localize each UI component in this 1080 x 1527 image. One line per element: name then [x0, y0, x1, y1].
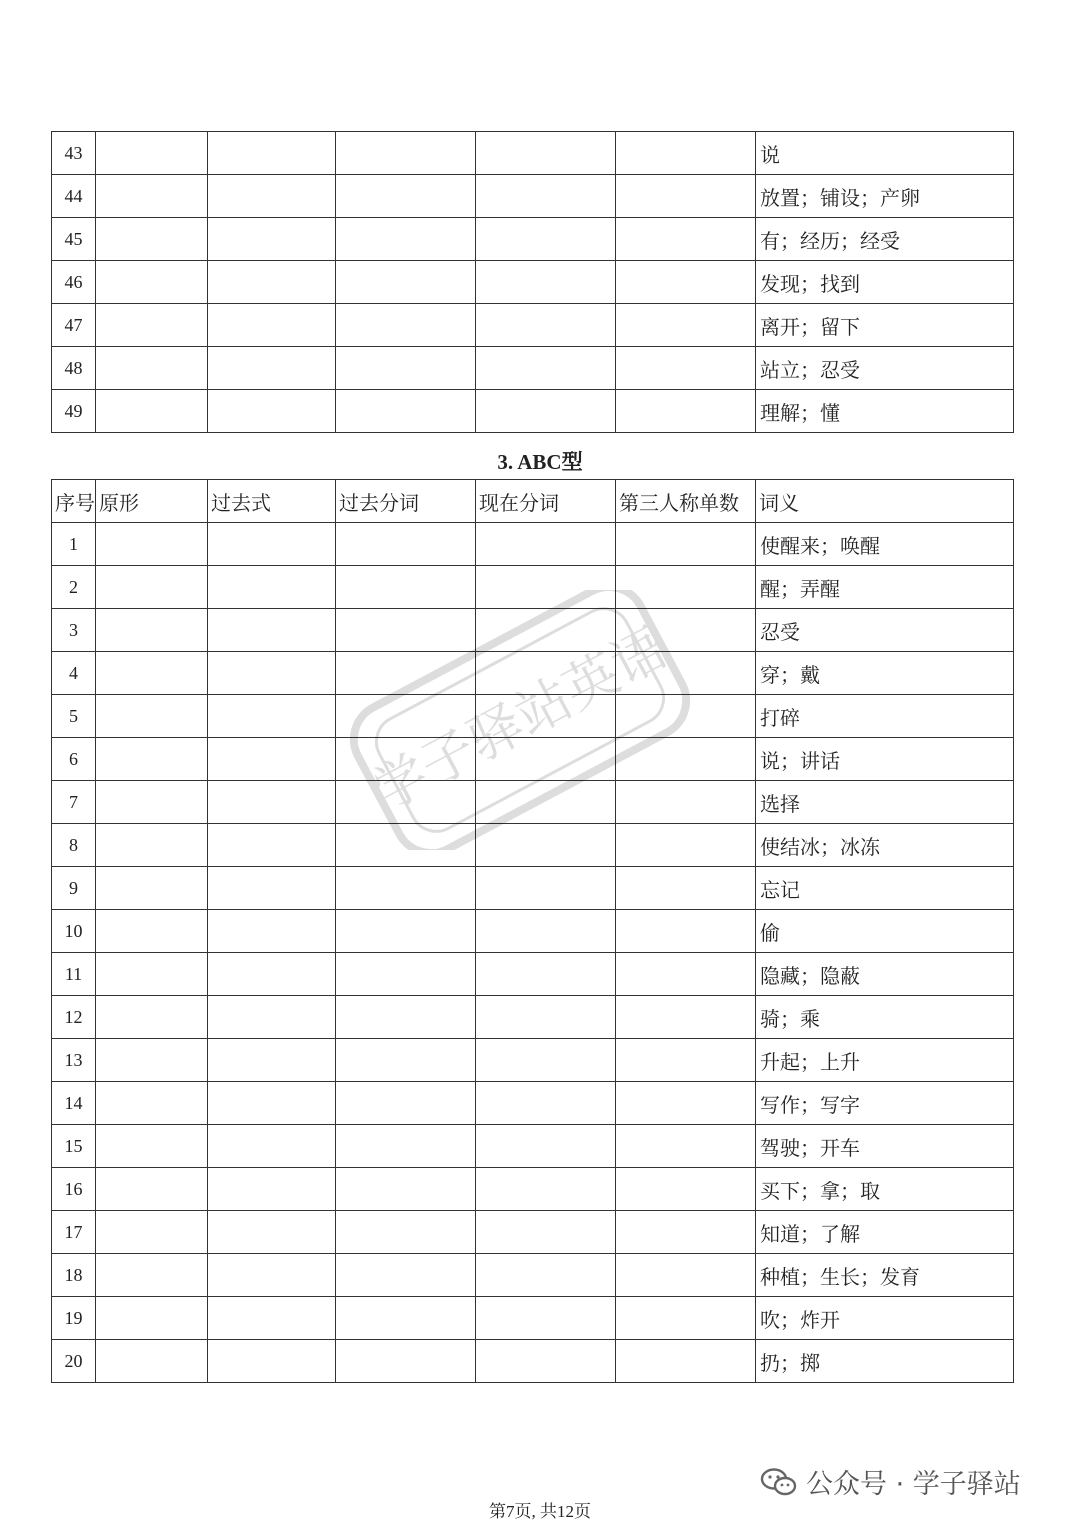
table-row: [52, 996, 1014, 1039]
meaning-cell: 离开；留下: [756, 304, 1014, 347]
past-tense-cell[interactable]: [208, 953, 336, 996]
past-tense-cell[interactable]: [208, 390, 336, 433]
third-person-cell[interactable]: [616, 867, 756, 910]
row-number: 18: [52, 1254, 96, 1297]
present-participle-cell[interactable]: [476, 781, 616, 824]
row-number: 9: [52, 867, 96, 910]
table-row: [52, 738, 1014, 781]
past-tense-cell[interactable]: [208, 695, 336, 738]
table-row: [52, 304, 1014, 347]
past-participle-cell[interactable]: [336, 1039, 476, 1082]
base-form-cell[interactable]: [96, 523, 208, 566]
base-form-cell[interactable]: [96, 390, 208, 433]
present-participle-cell[interactable]: [476, 1125, 616, 1168]
base-form-cell[interactable]: [96, 1211, 208, 1254]
past-tense-cell[interactable]: [208, 1168, 336, 1211]
present-participle-cell[interactable]: [476, 523, 616, 566]
past-tense-cell[interactable]: [208, 1340, 336, 1383]
base-form-cell[interactable]: [96, 261, 208, 304]
meaning-cell: 选择: [756, 781, 1014, 824]
past-tense-cell[interactable]: [208, 1211, 336, 1254]
third-person-cell[interactable]: [616, 132, 756, 175]
base-form-cell[interactable]: [96, 175, 208, 218]
table-row: [52, 1082, 1014, 1125]
table-row: [52, 695, 1014, 738]
meaning-cell: 吹；炸开: [756, 1297, 1014, 1340]
header-cell-base-form: 原形: [96, 480, 208, 523]
past-tense-cell[interactable]: [208, 824, 336, 867]
table-row: [52, 1039, 1014, 1082]
meaning-cell: 偷: [756, 910, 1014, 953]
meaning-cell: 骑；乘: [756, 996, 1014, 1039]
row-number: 46: [52, 261, 96, 304]
third-person-cell[interactable]: [616, 1297, 756, 1340]
present-participle-cell[interactable]: [476, 304, 616, 347]
past-participle-cell[interactable]: [336, 261, 476, 304]
past-tense-cell[interactable]: [208, 910, 336, 953]
meaning-cell: 使结冰；冰冻: [756, 824, 1014, 867]
row-number: 1: [52, 523, 96, 566]
row-number: 16: [52, 1168, 96, 1211]
present-participle-cell[interactable]: [476, 953, 616, 996]
base-form-cell[interactable]: [96, 132, 208, 175]
base-form-cell[interactable]: [96, 1340, 208, 1383]
third-person-cell[interactable]: [616, 1125, 756, 1168]
third-person-cell[interactable]: [616, 781, 756, 824]
past-participle-cell[interactable]: [336, 1254, 476, 1297]
present-participle-cell[interactable]: [476, 1211, 616, 1254]
row-number: 3: [52, 609, 96, 652]
past-participle-cell[interactable]: [336, 609, 476, 652]
present-participle-cell[interactable]: [476, 652, 616, 695]
table-row: [52, 652, 1014, 695]
base-form-cell[interactable]: [96, 1039, 208, 1082]
third-person-cell[interactable]: [616, 910, 756, 953]
row-number: 6: [52, 738, 96, 781]
header-cell-present-participle: 现在分词: [476, 480, 616, 523]
past-participle-cell[interactable]: [336, 867, 476, 910]
past-tense-cell[interactable]: [208, 523, 336, 566]
table-row: [52, 218, 1014, 261]
third-person-cell[interactable]: [616, 175, 756, 218]
table-row: [52, 1211, 1014, 1254]
third-person-cell[interactable]: [616, 218, 756, 261]
present-participle-cell[interactable]: [476, 218, 616, 261]
base-form-cell[interactable]: [96, 566, 208, 609]
base-form-cell[interactable]: [96, 218, 208, 261]
table-row: [52, 347, 1014, 390]
past-tense-cell[interactable]: [208, 218, 336, 261]
meaning-cell: 知道；了解: [756, 1211, 1014, 1254]
past-participle-cell[interactable]: [336, 523, 476, 566]
row-number: 8: [52, 824, 96, 867]
present-participle-cell[interactable]: [476, 996, 616, 1039]
row-number: 19: [52, 1297, 96, 1340]
present-participle-cell[interactable]: [476, 1039, 616, 1082]
third-person-cell[interactable]: [616, 695, 756, 738]
row-number: 20: [52, 1340, 96, 1383]
section-title: 3. ABC型: [497, 450, 583, 474]
table-row: [52, 1297, 1014, 1340]
past-tense-cell[interactable]: [208, 1125, 336, 1168]
table-row: [52, 953, 1014, 996]
third-person-cell[interactable]: [616, 609, 756, 652]
third-person-cell[interactable]: [616, 738, 756, 781]
past-participle-cell[interactable]: [336, 1211, 476, 1254]
base-form-cell[interactable]: [96, 996, 208, 1039]
base-form-cell[interactable]: [96, 652, 208, 695]
table-row: [52, 132, 1014, 175]
meaning-cell: 理解；懂: [756, 390, 1014, 433]
row-number: 2: [52, 566, 96, 609]
past-tense-cell[interactable]: [208, 738, 336, 781]
row-number: 49: [52, 390, 96, 433]
meaning-cell: 有；经历；经受: [756, 218, 1014, 261]
meaning-cell: 打碎: [756, 695, 1014, 738]
row-number: 17: [52, 1211, 96, 1254]
third-person-cell[interactable]: [616, 1039, 756, 1082]
present-participle-cell[interactable]: [476, 609, 616, 652]
present-participle-cell[interactable]: [476, 824, 616, 867]
past-participle-cell[interactable]: [336, 1340, 476, 1383]
meaning-cell: 忍受: [756, 609, 1014, 652]
base-form-cell[interactable]: [96, 910, 208, 953]
past-participle-cell[interactable]: [336, 1082, 476, 1125]
table-row: [52, 781, 1014, 824]
present-participle-cell[interactable]: [476, 175, 616, 218]
table-row: [52, 390, 1014, 433]
wechat-icon: [760, 1467, 798, 1497]
past-tense-cell[interactable]: [208, 1082, 336, 1125]
row-number: 5: [52, 695, 96, 738]
meaning-cell: 说: [756, 132, 1014, 175]
present-participle-cell[interactable]: [476, 390, 616, 433]
row-number: 48: [52, 347, 96, 390]
table-row: [52, 1340, 1014, 1383]
past-participle-cell[interactable]: [336, 132, 476, 175]
present-participle-cell[interactable]: [476, 132, 616, 175]
base-form-cell[interactable]: [96, 953, 208, 996]
past-participle-cell[interactable]: [336, 175, 476, 218]
third-person-cell[interactable]: [616, 1168, 756, 1211]
third-person-cell[interactable]: [616, 390, 756, 433]
present-participle-cell[interactable]: [476, 738, 616, 781]
past-tense-cell[interactable]: [208, 566, 336, 609]
past-participle-cell[interactable]: [336, 390, 476, 433]
past-tense-cell[interactable]: [208, 347, 336, 390]
row-number: 15: [52, 1125, 96, 1168]
third-person-cell[interactable]: [616, 261, 756, 304]
past-participle-cell[interactable]: [336, 566, 476, 609]
present-participle-cell[interactable]: [476, 1254, 616, 1297]
present-participle-cell[interactable]: [476, 1082, 616, 1125]
table-row: [52, 1168, 1014, 1211]
past-participle-cell[interactable]: [336, 781, 476, 824]
header-cell-third-person-singular: 第三人称单数: [616, 480, 756, 523]
base-form-cell[interactable]: [96, 1297, 208, 1340]
past-participle-cell[interactable]: [336, 953, 476, 996]
base-form-cell[interactable]: [96, 1082, 208, 1125]
present-participle-cell[interactable]: [476, 347, 616, 390]
past-tense-cell[interactable]: [208, 867, 336, 910]
row-number: 13: [52, 1039, 96, 1082]
past-participle-cell[interactable]: [336, 738, 476, 781]
present-participle-cell[interactable]: [476, 566, 616, 609]
meaning-cell: 发现；找到: [756, 261, 1014, 304]
past-tense-cell[interactable]: [208, 1039, 336, 1082]
meaning-cell: 扔；掷: [756, 1340, 1014, 1383]
meaning-cell: 穿；戴: [756, 652, 1014, 695]
row-number: 11: [52, 953, 96, 996]
meaning-cell: 站立；忍受: [756, 347, 1014, 390]
row-number: 4: [52, 652, 96, 695]
row-number: 47: [52, 304, 96, 347]
meaning-cell: 买下；拿；取: [756, 1168, 1014, 1211]
present-participle-cell[interactable]: [476, 1168, 616, 1211]
page-number: 第7页, 共12页: [489, 1502, 591, 1521]
table-row: [52, 523, 1014, 566]
past-tense-cell[interactable]: [208, 1297, 336, 1340]
meaning-cell: 升起；上升: [756, 1039, 1014, 1082]
third-person-cell[interactable]: [616, 304, 756, 347]
past-tense-cell[interactable]: [208, 652, 336, 695]
row-number: 12: [52, 996, 96, 1039]
present-participle-cell[interactable]: [476, 867, 616, 910]
base-form-cell[interactable]: [96, 1125, 208, 1168]
third-person-cell[interactable]: [616, 1340, 756, 1383]
table-row: [52, 566, 1014, 609]
watermark-text: 学子驿站英语: [361, 615, 678, 824]
present-participle-cell[interactable]: [476, 1340, 616, 1383]
meaning-cell: 放置；铺设；产卵: [756, 175, 1014, 218]
past-tense-cell[interactable]: [208, 175, 336, 218]
past-tense-cell[interactable]: [208, 996, 336, 1039]
abc-verb-table: [51, 479, 1014, 1383]
past-tense-cell[interactable]: [208, 304, 336, 347]
third-person-cell[interactable]: [616, 652, 756, 695]
row-number: 10: [52, 910, 96, 953]
past-participle-cell[interactable]: [336, 1297, 476, 1340]
present-participle-cell[interactable]: [476, 261, 616, 304]
table-row: [52, 824, 1014, 867]
base-form-cell[interactable]: [96, 738, 208, 781]
past-participle-cell[interactable]: [336, 695, 476, 738]
third-person-cell[interactable]: [616, 523, 756, 566]
row-number: 7: [52, 781, 96, 824]
past-tense-cell[interactable]: [208, 609, 336, 652]
past-participle-cell[interactable]: [336, 824, 476, 867]
third-person-cell[interactable]: [616, 953, 756, 996]
base-form-cell[interactable]: [96, 304, 208, 347]
meaning-cell: 醒；弄醒: [756, 566, 1014, 609]
table-row: [52, 910, 1014, 953]
base-form-cell[interactable]: [96, 1168, 208, 1211]
past-tense-cell[interactable]: [208, 261, 336, 304]
row-number: 44: [52, 175, 96, 218]
past-tense-cell[interactable]: [208, 1254, 336, 1297]
meaning-cell: 驾驶；开车: [756, 1125, 1014, 1168]
past-participle-cell[interactable]: [336, 910, 476, 953]
present-participle-cell[interactable]: [476, 695, 616, 738]
base-form-cell[interactable]: [96, 609, 208, 652]
past-participle-cell[interactable]: [336, 304, 476, 347]
meaning-cell: 种植；生长；发育: [756, 1254, 1014, 1297]
past-participle-cell[interactable]: [336, 652, 476, 695]
third-person-cell[interactable]: [616, 566, 756, 609]
base-form-cell[interactable]: [96, 867, 208, 910]
brand-text: 公众号 · 学子驿站: [806, 1469, 1021, 1500]
table-row: [52, 867, 1014, 910]
base-form-cell[interactable]: [96, 824, 208, 867]
table-row: [52, 609, 1014, 652]
row-number: 43: [52, 132, 96, 175]
past-participle-cell[interactable]: [336, 1125, 476, 1168]
base-form-cell[interactable]: [96, 1254, 208, 1297]
third-person-cell[interactable]: [616, 1211, 756, 1254]
verb-table-continued: [51, 131, 1014, 433]
present-participle-cell[interactable]: [476, 1297, 616, 1340]
past-participle-cell[interactable]: [336, 218, 476, 261]
past-participle-cell[interactable]: [336, 996, 476, 1039]
third-person-cell[interactable]: [616, 1082, 756, 1125]
meaning-cell: 使醒来；唤醒: [756, 523, 1014, 566]
row-number: 14: [52, 1082, 96, 1125]
base-form-cell[interactable]: [96, 695, 208, 738]
table-row: [52, 175, 1014, 218]
header-row: [52, 480, 1014, 523]
meaning-cell: 写作；写字: [756, 1082, 1014, 1125]
third-person-cell[interactable]: [616, 1254, 756, 1297]
header-cell-meaning: 词义: [756, 480, 1014, 523]
past-participle-cell[interactable]: [336, 1168, 476, 1211]
header-cell-past-tense: 过去式: [208, 480, 336, 523]
base-form-cell[interactable]: [96, 347, 208, 390]
past-participle-cell[interactable]: [336, 347, 476, 390]
third-person-cell[interactable]: [616, 347, 756, 390]
meaning-cell: 隐藏；隐蔽: [756, 953, 1014, 996]
past-tense-cell[interactable]: [208, 781, 336, 824]
header-cell-number: 序号: [52, 480, 96, 523]
third-person-cell[interactable]: [616, 996, 756, 1039]
base-form-cell[interactable]: [96, 781, 208, 824]
table-row: [52, 1254, 1014, 1297]
meaning-cell: 忘记: [756, 867, 1014, 910]
table-row: [52, 1125, 1014, 1168]
header-cell-past-participle: 过去分词: [336, 480, 476, 523]
past-tense-cell[interactable]: [208, 132, 336, 175]
third-person-cell[interactable]: [616, 824, 756, 867]
table-row: [52, 261, 1014, 304]
meaning-cell: 说；讲话: [756, 738, 1014, 781]
footer-brand: [760, 1462, 1021, 1501]
present-participle-cell[interactable]: [476, 910, 616, 953]
row-number: 45: [52, 218, 96, 261]
